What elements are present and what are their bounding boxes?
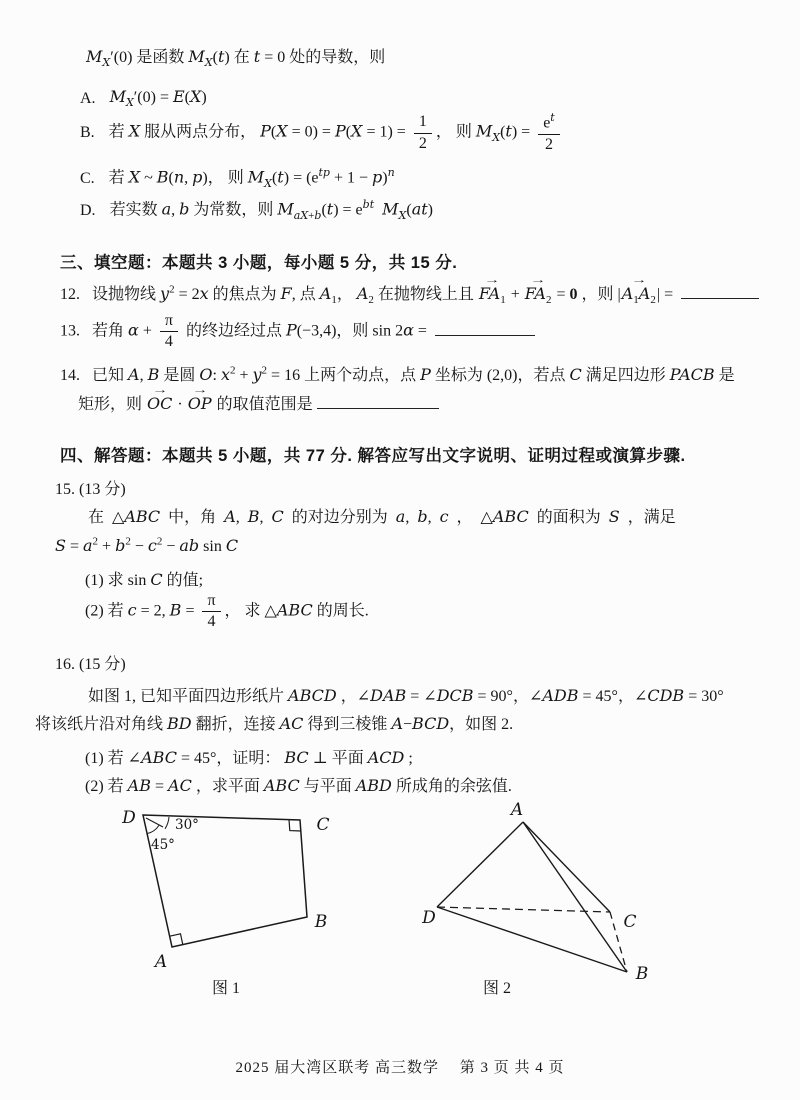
fig1-diagonal-db-tick	[146, 818, 163, 827]
q15-part1: (1) 求 sin C 的值;	[85, 570, 204, 589]
fig2-edge-ab	[523, 822, 627, 972]
q14-line2: 矩形，则 → OC · → OP 的取值范围是	[78, 391, 439, 418]
q11-option-c-label: C.	[80, 169, 95, 187]
q16-part1: (1) 若 ∠ABC = 45°，证明： BC ⊥ 平面 ACD ;	[85, 748, 413, 767]
q11-option-b-label: B.	[80, 124, 95, 142]
q11-option-a-label: A.	[80, 89, 96, 107]
q11-option-d-text: 若实数 a, b 为常数，则 $M_{aX+b}(t) = e^{bt}$ $M_X(at)$	[109, 198, 433, 222]
fig1-label-a: A	[154, 952, 168, 972]
q11-option-d	[80, 196, 433, 225]
q13-line: 13. 若角 α + $\frac{\pi}{4}$ 的终边经过点 P(−3,4)，则 sin 2α =	[60, 312, 535, 352]
q15-part2: (2) 若 c = 2, B = $\frac{\pi}{4}$ ， 求 △ABC 的周长.	[85, 592, 369, 631]
figure-1	[95, 795, 375, 1010]
q11-stem: $M_X'(0)$ 是函数 $M_X(t)$ 在 t = 0 处的导数，则	[86, 47, 386, 70]
section4-heading: 四、解答题：本题共 5 小题，共 77 分. 解答应写出文字说明、证明过程或演算步骤.	[60, 447, 686, 465]
fig1-label-b: B	[314, 912, 328, 932]
fig1-label-d: D	[122, 808, 136, 828]
fig2-label-c: C	[623, 912, 637, 932]
q11-option-b	[80, 112, 564, 154]
fig1-angle-45-label: 45°	[151, 837, 175, 853]
q14-line1: 14. 已知 A, B 是圆 O: $x^2 + y^2 = 16$ 上两个动点，点 P 坐标为 (2,0)，若点 C 满足四边形 PACB 是	[60, 364, 735, 384]
q11-option-c	[80, 164, 395, 193]
fig1-arc-30	[165, 817, 169, 829]
fig1-caption: 图 1	[212, 980, 241, 997]
fig2-edge-ac	[523, 822, 610, 912]
q15-intro1: 在 △ABC 中，角 A, B, C 的对边分别为 a, b, c ， △ABC 的面积为 S ，满足	[88, 507, 676, 526]
q11-option-a-text: $M_X'(0) = E(X)$	[109, 87, 207, 110]
fig1-angle-30-label: 30°	[175, 817, 199, 833]
q11-option-d-label: D.	[80, 201, 96, 219]
q15-intro2: $S = a^2 + b^2 - c^2$ − ab sin C	[55, 535, 239, 555]
section3-heading: 三、填空题：本题共 3 小题，每小题 5 分，共 15 分.	[60, 254, 458, 272]
fig1-arc-45	[147, 825, 159, 834]
q11-option-a	[80, 84, 207, 113]
fig1-label-c: C	[316, 815, 330, 835]
figure-2	[420, 795, 715, 1010]
q16-intro1: 如图 1, 已知平面四边形纸片 ABCD ，∠DAB = ∠DCB = 90°，∠ADB = 45°，∠CDB = 30°	[88, 686, 724, 705]
fig2-label-a: A	[510, 800, 524, 820]
fig2-label-d: D	[422, 908, 436, 928]
q11-option-b-text: 若 X 服从两点分布， P(X = 0) = P(X = 1) = $\frac{1}{2}$ ， 则 $M_X(t)$ = $\frac{e^t}{2}$	[109, 112, 564, 154]
fig2-label-b: B	[635, 964, 649, 984]
q15-head: 15. (13 分)	[55, 481, 126, 498]
fig2-edge-db	[437, 907, 627, 972]
fig2-caption: 图 2	[483, 980, 512, 997]
q16-head: 16. (15 分)	[55, 656, 126, 673]
q16-part2: (2) 若 AB = AC ，求平面 ABC 与平面 ABD 所成角的余弦值.	[85, 776, 512, 795]
fig2-edge-ad	[437, 822, 523, 907]
fig1-right-angle-c	[289, 820, 301, 831]
q11-option-c-text: 若 X ~ B(n, p)， 则 $M_X(t) = (e^{tp} + 1 - p)^n$	[108, 166, 395, 190]
q12-line: 12. 设抛物线 $y^2 = 2x$ 的焦点为 F, 点 $A_1$， $A_2$ 在抛物线上且 → $FA_1$ + → $FA_2 = 0$ ，则 |→ $A_1A_2|$ =	[60, 281, 759, 310]
q16-intro2: 将该纸片沿对角线 BD 翻折，连接 AC 得到三棱锥 A−BCD，如图 2.	[35, 714, 514, 733]
fig1-quadrilateral	[143, 815, 307, 947]
page-footer: 2025 届大湾区联考 高三数学 第 3 页 共 4 页	[235, 1060, 565, 1076]
